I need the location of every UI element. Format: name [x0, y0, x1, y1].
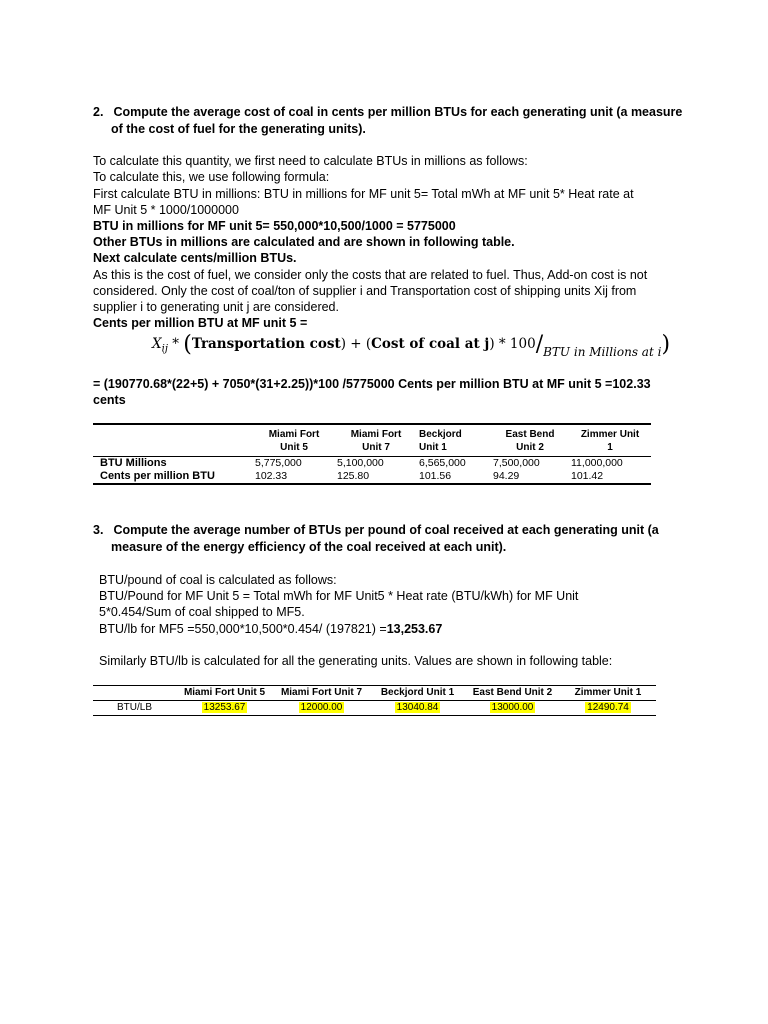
formula-close-paren: ): [661, 332, 671, 357]
table-header: [335, 424, 417, 457]
table-header: Miami Fort Unit 5: [176, 686, 273, 701]
formula-middle: ) + (: [340, 336, 372, 352]
table-header-empty: [93, 424, 253, 457]
formula-transport-term: Transportation cost: [191, 336, 341, 352]
header-line: Miami Fort: [350, 429, 402, 440]
row-label: Cents per million BTU: [93, 470, 253, 484]
table-header-row: [93, 424, 651, 457]
calculation-line: = (190770.68*(22+5) + 7050*(31+2.25))*100 /5775000 Cents per million BTU at MF unit 5 =102.33: [93, 377, 651, 391]
table-cell: [370, 701, 465, 716]
formula-tail: ) * 100: [489, 336, 536, 352]
row-label: BTU/LB: [93, 701, 176, 716]
table-cell: 102.33: [253, 470, 335, 484]
table-header: [417, 424, 491, 457]
table-cell: 94.29: [491, 470, 569, 484]
paragraph-line-bold: Next calculate cents/million BTUs.: [93, 251, 297, 265]
btu-millions-table: [93, 423, 651, 485]
header-line: Beckjord: [419, 429, 462, 440]
table-header: Beckjord Unit 1: [370, 686, 465, 701]
table-header: Miami Fort Unit 7: [273, 686, 370, 701]
paragraph-line: MF Unit 5 * 1000/1000000: [93, 203, 239, 217]
highlighted-value: 13000.00: [491, 702, 534, 713]
formula-variable: X: [152, 336, 162, 352]
row-label: BTU Millions: [100, 457, 167, 469]
paragraph-line: BTU/Pound for MF Unit 5 = Total mWh for MF Unit5 * Heat rate (BTU/kWh) for MF Unit: [99, 589, 579, 603]
section-2-heading: [93, 104, 682, 138]
paragraph-line: To calculate this, we use following formula:: [93, 170, 330, 184]
highlighted-value: 12000.00: [300, 702, 343, 713]
table-cell: 11,000,000: [571, 457, 623, 469]
header-line: Unit 7: [362, 442, 390, 453]
table-cell: 101.56: [417, 470, 491, 484]
table-header-empty: [93, 686, 176, 701]
paragraph-line: supplier i to generating unit j are considered.: [93, 300, 339, 314]
header-line: Miami Fort: [268, 429, 320, 440]
table-header: Zimmer Unit 1: [560, 686, 656, 701]
section-2-number: 2.: [93, 105, 104, 119]
paragraph-line: First calculate BTU in millions: BTU in millions for MF unit 5= Total mWh at MF unit 5* Heat rate at: [93, 187, 634, 201]
table-header: [491, 424, 569, 457]
header-line: Zimmer Unit: [580, 429, 640, 440]
table-cell: 5,100,000: [337, 457, 384, 469]
table-cell: [176, 701, 273, 716]
btu-per-lb-table: [93, 685, 656, 716]
table-cell: 6,565,000: [419, 457, 466, 469]
paragraph-line: BTU/pound of coal is calculated as follows:: [99, 573, 337, 587]
paragraph-line-bold: Other BTUs in millions are calculated and are shown in following table.: [93, 235, 515, 249]
section-2-heading-line-2: of the cost of fuel for the generating units).: [111, 122, 366, 136]
cost-formula: [152, 332, 670, 357]
table-cell: [560, 701, 656, 716]
table-row: [93, 457, 651, 471]
paragraph-line: considered. Only the cost of coal/ton of supplier i and Transportation cost of shipping units Xij from: [93, 284, 637, 298]
paragraph-line: As this is the cost of fuel, we consider only the costs that are related to fuel. Thus, Add-on cost is not: [93, 268, 648, 282]
table-cell: 5,775,000: [255, 457, 302, 469]
header-line: East Bend: [505, 429, 555, 440]
table-row: [93, 470, 651, 484]
result-value: 13,253.67: [386, 622, 443, 636]
formula-slash: /: [535, 332, 544, 357]
result-prefix: BTU/lb for MF5 =550,000*10,500*0.454/ (197821) =: [99, 622, 387, 636]
paragraph-line-bold: Cents per million BTU at MF unit 5 =: [93, 316, 308, 330]
paragraph-line-bold: BTU in millions for MF unit 5= 550,000*10,500/1000 = 5775000: [93, 219, 456, 233]
formula-coal-term: Cost of coal at j: [371, 336, 490, 352]
table-cell: [273, 701, 370, 716]
table-cell: 125.80: [335, 470, 417, 484]
table-cell: 101.42: [569, 470, 651, 484]
section-2-heading-line-1: Compute the average cost of coal in cents per million BTUs for each generating unit (a measure: [113, 105, 683, 119]
table-header-row: [93, 686, 656, 701]
table-header: [569, 424, 651, 457]
highlighted-value: 12490.74: [587, 702, 629, 713]
header-line: Unit 1: [419, 442, 447, 453]
header-line: Unit 5: [280, 442, 308, 453]
highlighted-value: 13253.67: [203, 702, 246, 713]
table-cell: [465, 701, 560, 716]
paragraph-line: To calculate this quantity, we first need to calculate BTUs in millions as follows:: [93, 154, 528, 168]
section-3-heading: [93, 522, 659, 556]
table-row: [93, 701, 656, 716]
calculation-line: cents: [93, 393, 126, 407]
section-3-number: 3.: [93, 523, 104, 537]
section-3-heading-line-1: Compute the average number of BTUs per pound of coal received at each generating unit (a: [113, 523, 659, 537]
paragraph-line: 5*0.454/Sum of coal shipped to MF5.: [99, 605, 305, 619]
header-line: 1: [607, 442, 613, 453]
header-line: Unit 2: [516, 442, 544, 453]
paragraph-line: Similarly BTU/lb is calculated for all the generating units. Values are shown in following table:: [99, 654, 613, 668]
formula-operator: *: [167, 336, 184, 352]
section-3-heading-line-2: measure of the energy efficiency of the coal received at each unit).: [111, 540, 507, 554]
table-header: [253, 424, 335, 457]
result-line: [99, 621, 442, 637]
formula-open-paren: (: [183, 332, 192, 357]
highlighted-value: 13040.84: [396, 702, 439, 713]
formula-variable-subscript: ij: [161, 343, 168, 355]
formula-denominator: BTU in Millions at i: [543, 345, 662, 359]
table-cell: 7,500,000: [493, 457, 540, 469]
table-header: East Bend Unit 2: [465, 686, 560, 701]
